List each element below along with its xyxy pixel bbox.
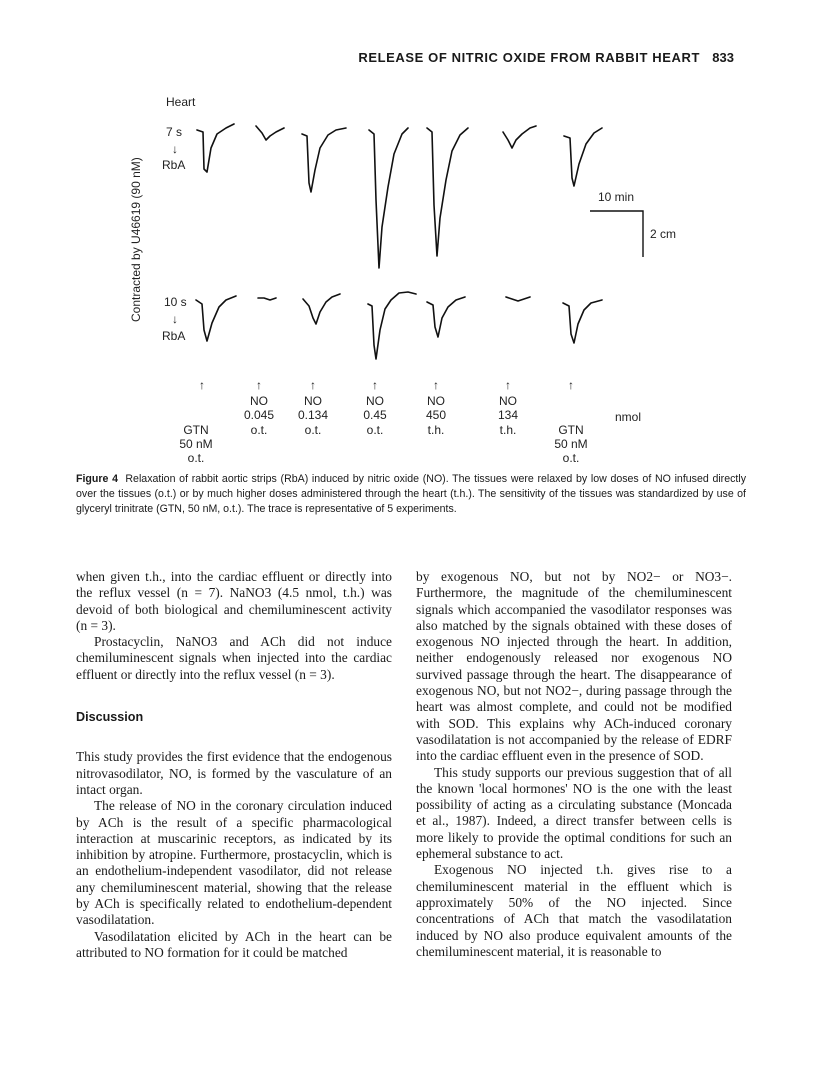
injection-arrow: ↑ (433, 378, 439, 392)
treatment-label: o.t. (250, 423, 268, 437)
trace-bottom-6 (506, 297, 530, 301)
page-number: 833 (712, 50, 734, 65)
bottom-rba-label: RbA (162, 329, 186, 343)
bottom-arrow: ↓ (172, 312, 178, 326)
running-title: RELEASE OF NITRIC OXIDE FROM RABBIT HEART (358, 50, 700, 65)
caption-text: Relaxation of rabbit aortic strips (RbA) induced by nitric oxide (NO). The tissues were relaxed by low doses of NO infused directly over the tissues (o.t.) or by much higher doses administered through the heart (t.h.). The sensitivity of the tissues was standardized by use of glyceryl trinitrate (GTN, 50 nM, o.t.). The trace is representative of 5 experiments. (76, 473, 746, 515)
treatment-label: GTN (558, 423, 584, 437)
scale-time-label: 10 min (598, 190, 635, 204)
top-time-label: 7 s (166, 125, 183, 139)
caption-label: Figure 4 (76, 473, 118, 485)
injection-arrow: ↑ (505, 378, 511, 392)
paragraph: Prostacyclin, NaNO3 and ACh did not induce chemiluminescent signals when injected into the cardiac effluent or directly into the reflux vessel (n = 3). (76, 634, 392, 682)
trace-top-2 (256, 126, 284, 140)
bottom-time-label: 10 s (164, 295, 187, 309)
right-column (416, 569, 732, 960)
treatment-label: NO (304, 394, 322, 408)
treatment-label: 0.045 (243, 408, 275, 422)
treatment-label: 50 nM (554, 437, 588, 451)
treatment-label: NO (427, 394, 445, 408)
treatment-label: 50 nM (179, 437, 213, 451)
treatment-label: NO (499, 394, 517, 408)
treatment-label: 134 (497, 408, 519, 422)
trace-bottom-3 (303, 294, 340, 324)
injection-arrow: ↑ (372, 378, 378, 392)
trace-bottom-5 (427, 297, 465, 337)
trace-bottom-1 (196, 296, 236, 341)
treatment-label: NO (250, 394, 268, 408)
injection-arrow: ↑ (568, 378, 574, 392)
trace-top-1 (197, 124, 234, 172)
treatment-label: t.h. (427, 423, 445, 437)
section-heading: Discussion (76, 710, 144, 725)
unit-label: nmol (614, 410, 642, 424)
trace-bottom-2 (258, 298, 276, 300)
trace-top-5 (427, 128, 468, 256)
treatment-label: t.h. (499, 423, 517, 437)
paragraph: Exogenous NO injected t.h. gives rise to a chemiluminescent material in the effluent which is approximately 50% of the NO injected. Since concentrations of ACh that match the vasodilatation induced by NO also produce equivalent amounts of the chemiluminescent material, it is reasonable to (416, 862, 732, 959)
injection-arrow: ↑ (199, 378, 205, 392)
treatment-label: NO (366, 394, 384, 408)
figure-4 (0, 0, 816, 470)
treatment-label: o.t. (562, 451, 580, 465)
trace-top-3 (302, 128, 346, 192)
treatment-label: 450 (425, 408, 447, 422)
paragraph: This study provides the first evidence that the endogenous nitrovasodilator, NO, is formed by the vasculature of an intact organ. (76, 749, 392, 797)
trace-bottom-7 (563, 300, 602, 343)
treatment-label: o.t. (187, 451, 205, 465)
treatment-label: 0.134 (297, 408, 329, 422)
paragraph: when given t.h., into the cardiac effluent or directly into the reflux vessel (n = 7). NaNO3 (4.5 nmol, t.h.) was devoid of both biological and chemiluminescent activity (n = 3). (76, 569, 392, 633)
top-arrow: ↓ (172, 142, 178, 156)
paragraph: This study supports our previous suggestion that of all the known 'local hormones' NO is the one with the least possibility of acting as a circulating substance (Moncada et al., 1987). Indeed, a direct transfer between cells is more likely to provide the optimal conditions for such an ephemeral substance to act. (416, 764, 732, 862)
treatment-label: 0.45 (363, 408, 387, 422)
figure-caption (76, 472, 746, 517)
left-column (76, 569, 392, 961)
y-axis-label: Contracted by U46619 (90 nM) (129, 157, 143, 322)
trace-top-6 (503, 126, 536, 148)
trace-top-7 (564, 128, 602, 186)
trace-top-4 (369, 128, 408, 268)
treatment-label: o.t. (304, 423, 322, 437)
paragraph: by exogenous NO, but not by NO2− or NO3−. Furthermore, the magnitude of the chemiluminescent signals which accompanied the vasodilator responses was also matched by the signals obtained with these doses of exogenous NO injected through the heart. In addition, neither endogenously released nor exogenous NO survived passage through the heart. The disappearance of exogenous NO, but not NO2−, during passage through the heart was almost complete, and could not be modified with SOD. This explains why ACh-induced coronary vasodilatation is not accompanied by the release of EDRF into the cardiac effluent even in the presence of SOD. (416, 569, 732, 764)
paragraph: Vasodilatation elicited by ACh in the heart can be attributed to NO formation for it could be matched (76, 928, 392, 960)
top-rba-label: RbA (162, 158, 186, 172)
treatment-label: GTN (183, 423, 209, 437)
injection-arrow: ↑ (256, 378, 262, 392)
treatment-label: o.t. (366, 423, 384, 437)
figure-title: Heart (166, 95, 196, 109)
scale-bar (590, 211, 643, 257)
treatment-labels (179, 394, 641, 465)
injection-arrow: ↑ (310, 378, 316, 392)
trace-bottom-4 (368, 292, 416, 359)
paragraph: The release of NO in the coronary circulation induced by ACh is the result of a specific pharmacological interaction at muscarinic receptors, as indicated by its inhibition by atropine. Furthermore, prostacyclin, which is an endothelium-independent vasodilator, did not release any chemiluminescent material, showing that the release by ACh is specifically related to endothelium-dependent vasodilatation. (76, 798, 392, 928)
scale-length-label: 2 cm (650, 227, 677, 241)
